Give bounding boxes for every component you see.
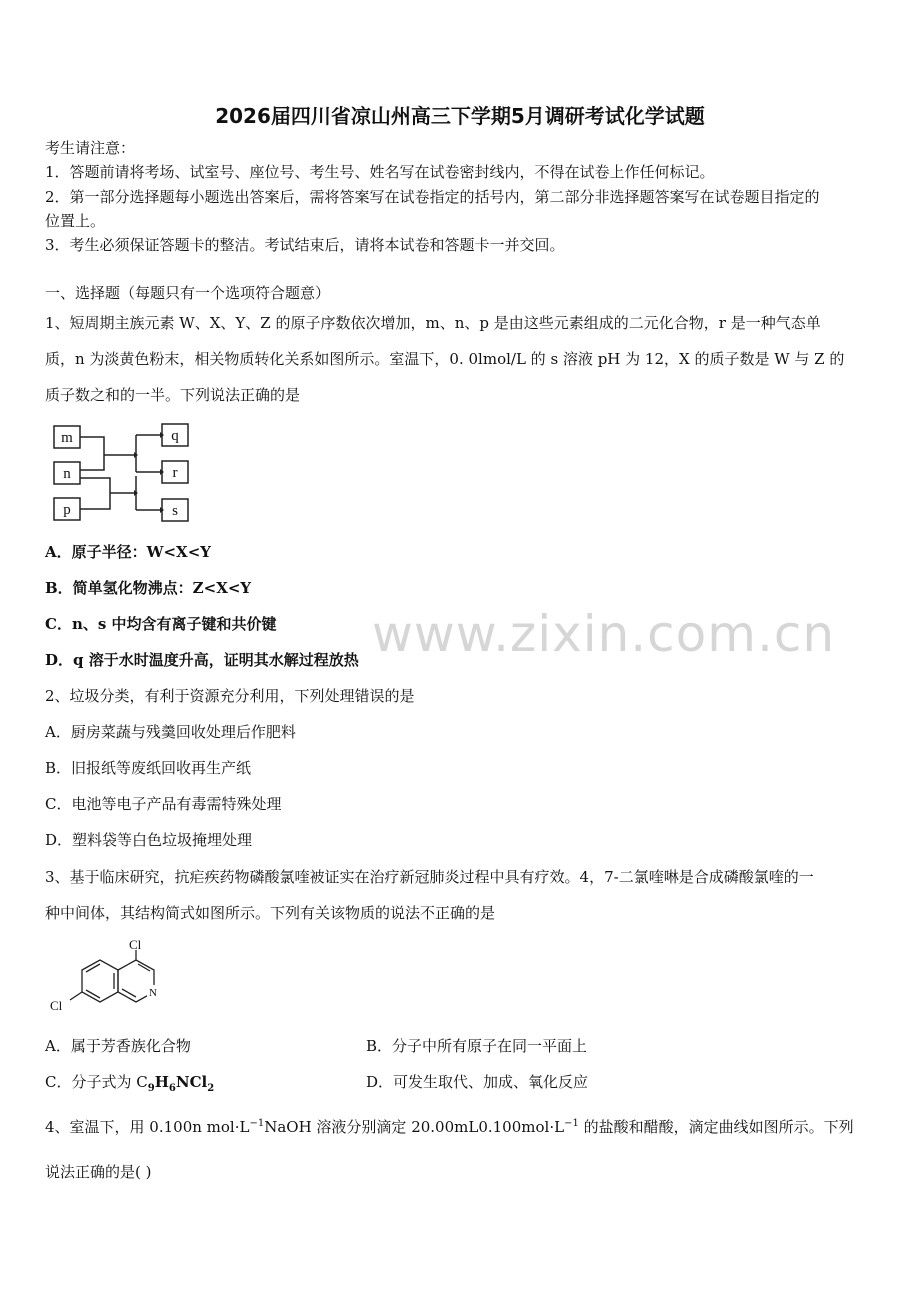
q4-stem-line xyxy=(45,1113,854,1138)
q4-text: 4、室温下，用 0.100n mol·L xyxy=(45,1118,250,1136)
notice-heading: 考生请注意： xyxy=(45,139,136,157)
diagram-label: s xyxy=(172,503,178,519)
diagram-label: n xyxy=(63,466,71,482)
q1-conversion-diagram xyxy=(44,418,204,530)
q4-stem-line: 说法正确的是( ) xyxy=(45,1163,152,1181)
q3-option-c xyxy=(45,1071,214,1100)
notice-item: 2．第一部分选择题每小题选出答案后，需将答案写在试卷指定的括号内，第二部分非选择题答案写在试卷题目指定的 xyxy=(45,188,820,206)
notice-item: 位置上。 xyxy=(45,212,106,230)
q4-text: 的盐酸和醋酸，滴定曲线如图所示。下列 xyxy=(578,1118,854,1136)
q2-option: B．旧报纸等废纸回收再生产纸 xyxy=(45,759,252,777)
q4-sup: −1 xyxy=(249,1118,265,1129)
diagram-label: p xyxy=(63,502,71,518)
q4-text: NaOH 溶液分别滴定 20.00mL0.100mol·L xyxy=(264,1118,565,1136)
diagram-label: q xyxy=(171,428,179,444)
notice-item: 3．考生必须保证答题卡的整洁。考试结束后，请将本试卷和答题卡一并交回。 xyxy=(45,236,565,254)
q2-option: D．塑料袋等白色垃圾掩埋处理 xyxy=(45,831,253,849)
diagram-label: m xyxy=(61,430,73,446)
q1-option: C．n、s 中均含有离子键和共价键 xyxy=(45,615,277,633)
q1-option: A．原子半径：W<X<Y xyxy=(45,543,211,561)
q2-option: A．厨房菜蔬与残羹回收处理后作肥料 xyxy=(45,723,296,741)
formula-sub: 9 xyxy=(147,1083,155,1094)
chlorine-label: Cl xyxy=(129,938,142,952)
nitrogen-label: N xyxy=(149,987,157,999)
q1-option: B．简单氢化物沸点：Z<X<Y xyxy=(45,579,252,597)
q3-option-d: D．可发生取代、加成、氧化反应 xyxy=(366,1073,589,1091)
q3-stem-line: 3、基于临床研究，抗疟疾药物磷酸氯喹被证实在治疗新冠肺炎过程中具有疗效。4，7-二氯喹啉是合成磷酸氯喹的一 xyxy=(45,868,814,886)
q1-stem-line: 1、短周期主族元素 W、X、Y、Z 的原子序数依次增加，m、n、p 是由这些元素组成的二元化合物，r 是一种气态单 xyxy=(45,314,821,332)
q4-sup: −1 xyxy=(564,1118,579,1129)
section-heading: 一、选择题（每题只有一个选项符合题意） xyxy=(45,284,331,302)
q1-stem-line: 质，n 为淡黄色粉末，相关物质转化关系如图所示。室温下，0. 0lmol/L 的 s 溶液 pH 为 12，X 的质子数是 W 与 Z 的 xyxy=(45,350,845,368)
formula-sub: 6 xyxy=(168,1083,176,1094)
q3-option-b: B．分子中所有原子在同一平面上 xyxy=(366,1037,588,1055)
notice-item: 1．答题前请将考场、试室号、座位号、考生号、姓名写在试卷密封线内，不得在试卷上作任何标记。 xyxy=(45,163,715,181)
q2-stem: 2、垃圾分类，有利于资源充分利用，下列处理错误的是 xyxy=(45,687,415,705)
watermark: www.zixin.com.cn xyxy=(372,605,836,663)
formula-part: H xyxy=(154,1073,169,1091)
q2-option: C．电池等电子产品有毒需特殊处理 xyxy=(45,795,282,813)
formula-part: C．分子式为 C xyxy=(45,1073,148,1091)
q3-stem-line: 种中间体，其结构简式如图所示。下列有关该物质的说法不正确的是 xyxy=(45,904,496,922)
page-title: 2026届四川省凉山州高三下学期5月调研考试化学试题 xyxy=(215,104,705,128)
q1-option: D．q 溶于水时温度升高，证明其水解过程放热 xyxy=(45,651,359,669)
formula-sub: 2 xyxy=(207,1083,215,1094)
q1-stem-line: 质子数之和的一半。下列说法正确的是 xyxy=(45,386,301,404)
diagram-label: r xyxy=(172,465,178,481)
q3-structure-drawing xyxy=(46,938,166,1022)
formula-part: NCl xyxy=(175,1073,208,1091)
q3-option-a: A．属于芳香族化合物 xyxy=(45,1037,191,1055)
chlorine-label: Cl xyxy=(50,998,63,1013)
